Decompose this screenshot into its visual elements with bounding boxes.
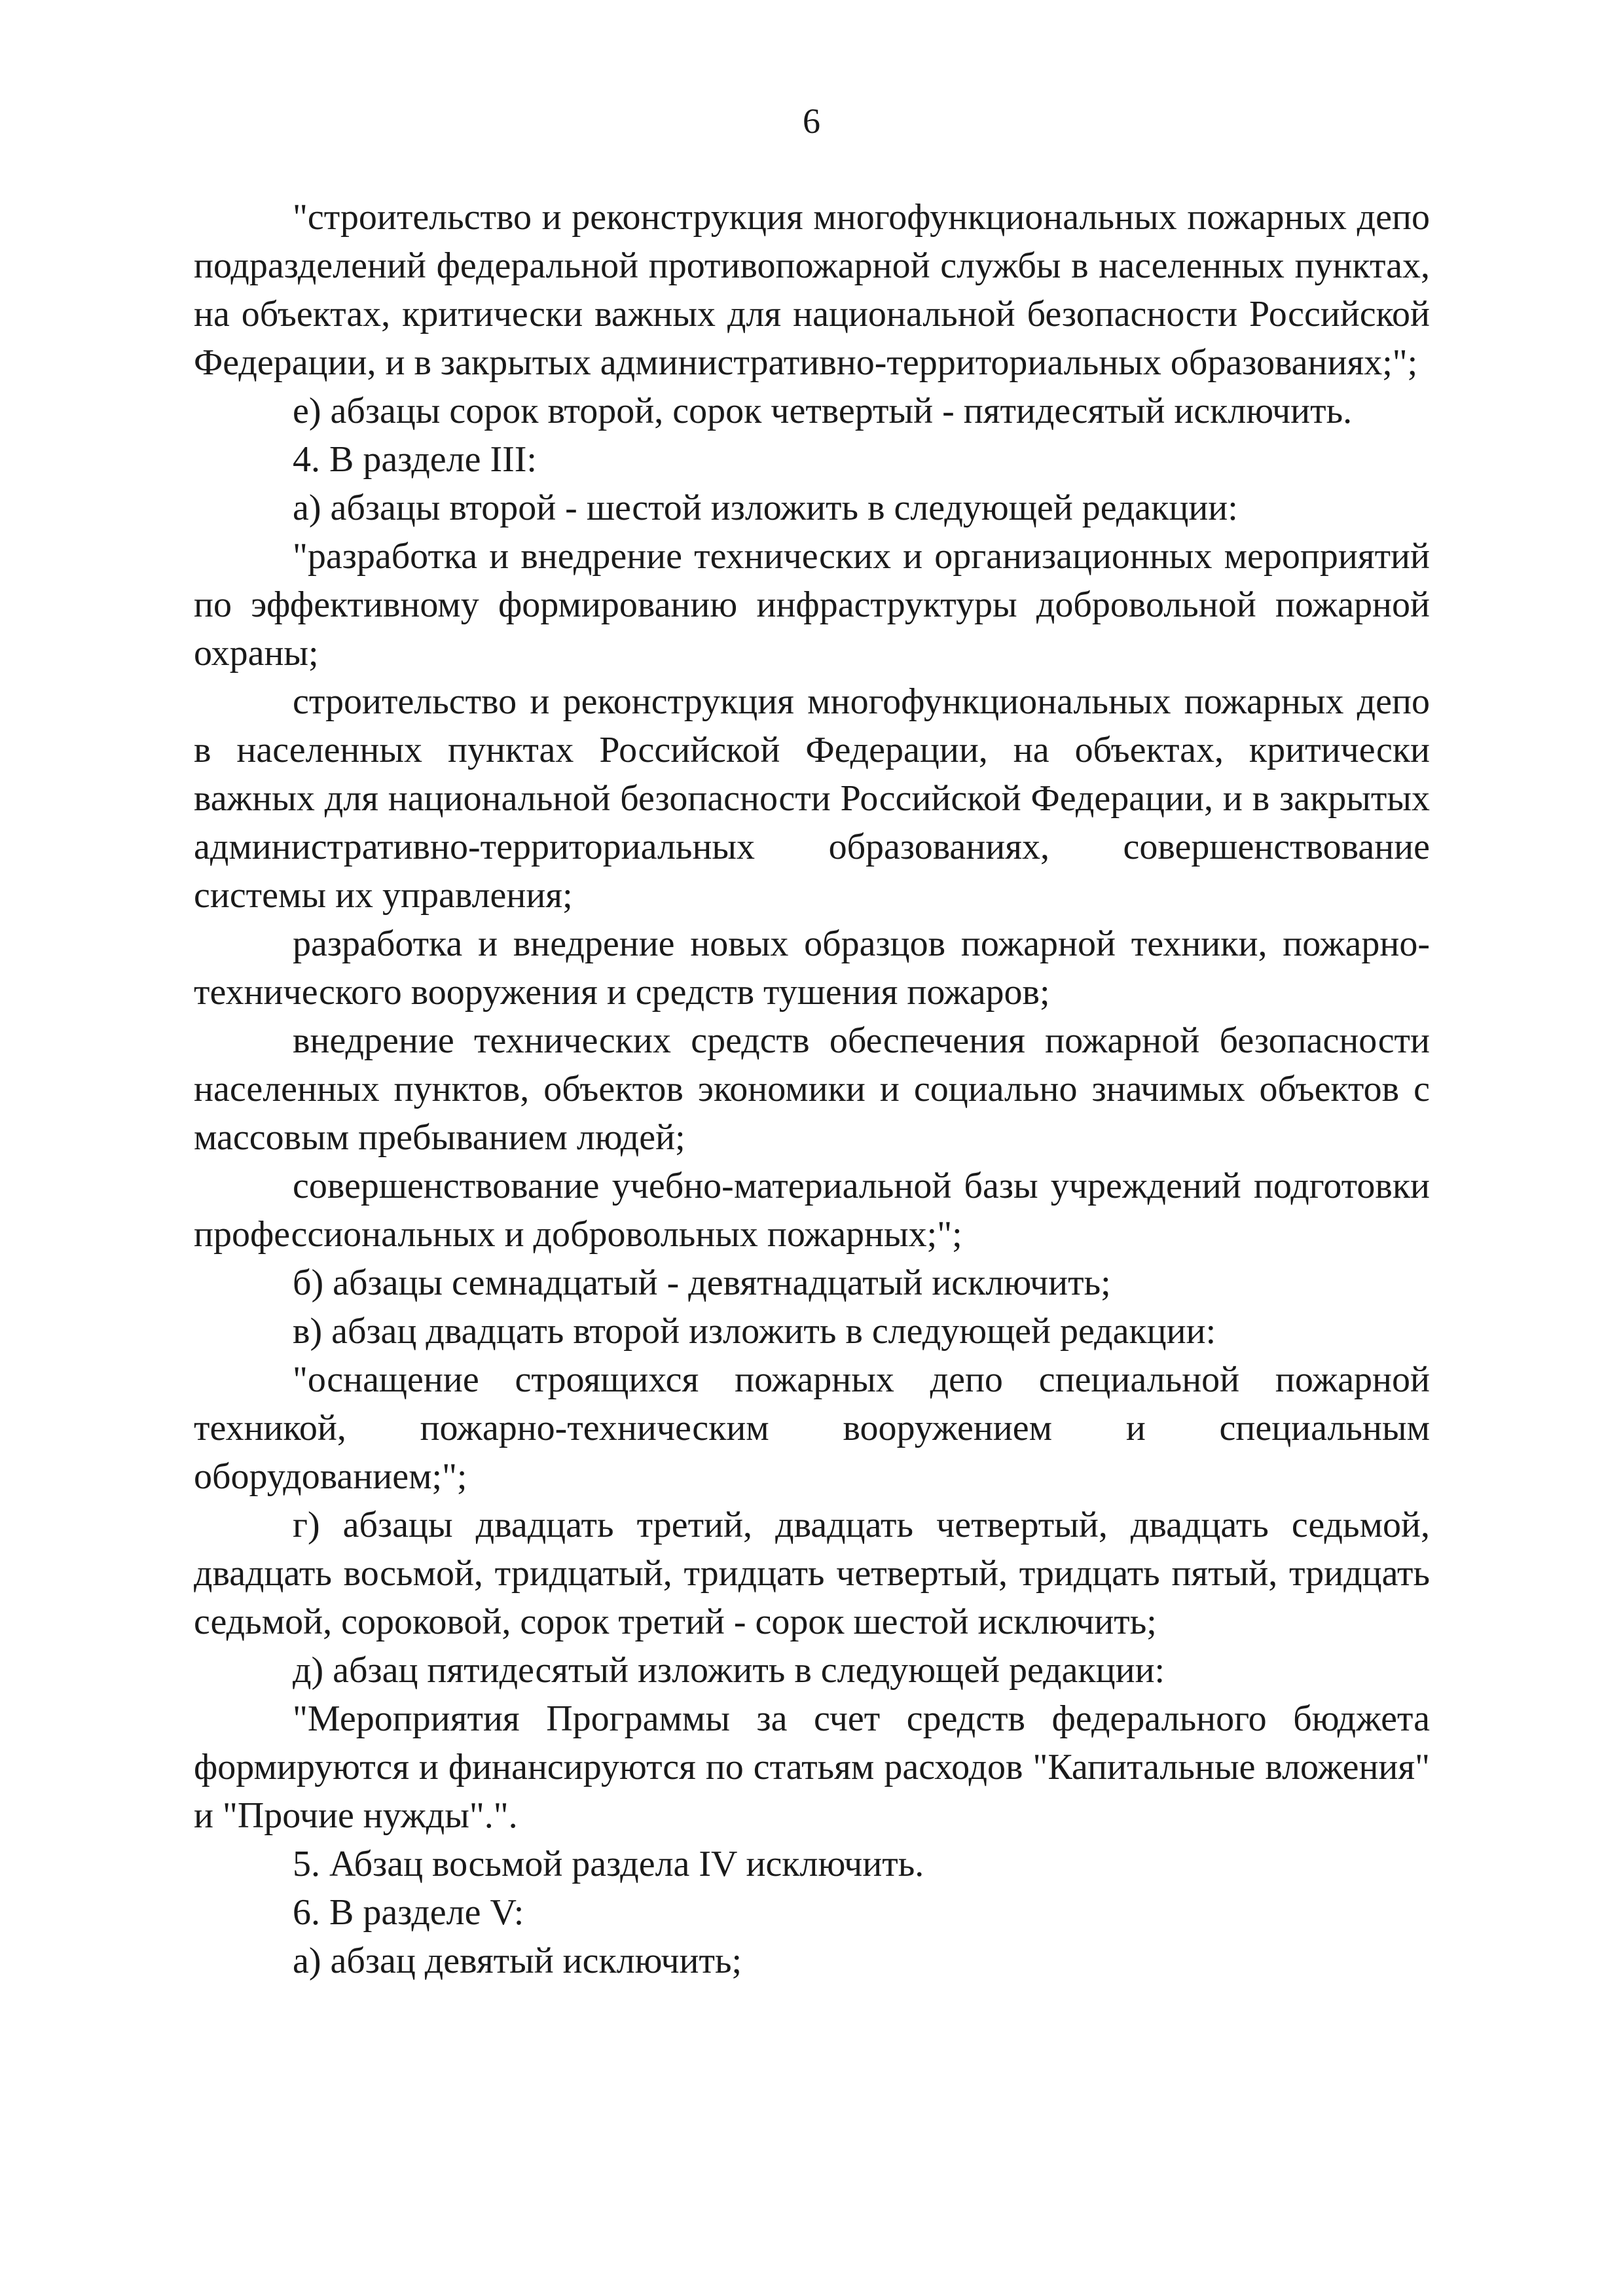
- document-body: [194, 193, 1430, 1985]
- paragraph: г) абзацы двадцать третий, двадцать четвертый, двадцать седьмой, двадцать восьмой, тридцатый, тридцать четвертый, тридцать пятый, тридцать седьмой, сороковой, сорок третий - сорок шестой исключить;: [194, 1505, 1430, 1642]
- paragraph: "Мероприятия Программы за счет средств федерального бюджета формируются и финансируются по статьям расходов "Капитальные вложения" и "Прочие нужды".".: [194, 1698, 1430, 1836]
- paragraph: 6. В разделе V:: [293, 1892, 524, 1933]
- paragraph: б) абзацы семнадцатый - девятнадцатый исключить;: [293, 1263, 1111, 1303]
- paragraph: "оснащение строящихся пожарных депо специальной пожарной техникой, пожарно-техническим вооружением и специальным оборудованием;";: [194, 1359, 1430, 1497]
- paragraph: 5. Абзац восьмой раздела IV исключить.: [293, 1844, 924, 1884]
- paragraph: внедрение технических средств обеспечения пожарной безопасности населенных пунктов, объектов экономики и социально значимых объектов с массовым пребыванием людей;: [194, 1020, 1430, 1158]
- paragraph: е) абзацы сорок второй, сорок четвертый - пятидесятый исключить.: [293, 391, 1353, 431]
- paragraph: а) абзацы второй - шестой изложить в следующей редакции:: [293, 488, 1238, 528]
- paragraph: совершенствование учебно-материальной базы учреждений подготовки профессиональных и добровольных пожарных;";: [194, 1166, 1430, 1255]
- paragraph: в) абзац двадцать второй изложить в следующей редакции:: [293, 1311, 1216, 1352]
- paragraph: строительство и реконструкция многофункциональных пожарных депо в населенных пунктах Российской Федерации, на объектах, критически важных для национальной безопасности Российской Федерации, и в закрытых административно-территориальных образованиях, совершенствование системы их управления;: [194, 681, 1430, 916]
- paragraph: разработка и внедрение новых образцов пожарной техники, пожарно-технического вооружения и средств тушения пожаров;: [194, 924, 1430, 1013]
- paragraph: "разработка и внедрение технических и организационных мероприятий по эффективному формированию инфраструктуры добровольной пожарной охраны;: [194, 536, 1430, 673]
- page-number: 6: [803, 101, 820, 141]
- paragraph: "строительство и реконструкция многофункциональных пожарных депо подразделений федеральной противопожарной службы в населенных пунктах, на объектах, критически важных для национальной безопасности Российской Федерации, и в закрытых административно-территориальных образованиях;";: [194, 197, 1430, 383]
- paragraph: а) абзац девятый исключить;: [293, 1941, 742, 1981]
- paragraph: д) абзац пятидесятый изложить в следующей редакции:: [293, 1650, 1165, 1691]
- paragraph: 4. В разделе III:: [293, 439, 537, 480]
